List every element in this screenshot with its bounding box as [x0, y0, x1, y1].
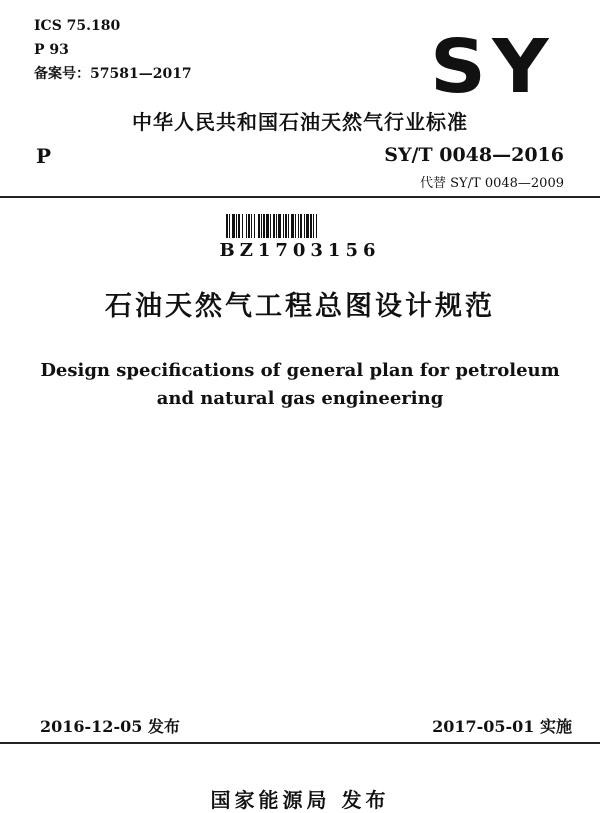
barcode-number: BZ1703156: [219, 240, 381, 261]
standard-number: SY/T 0048—2016: [384, 144, 564, 166]
issue-date: 2016-12-05 发布: [40, 717, 180, 736]
record-number: 备案号：57581—2017: [34, 66, 192, 82]
ics-code: ICS 75.180: [34, 18, 121, 34]
english-title-line2: and natural gas engineering: [156, 388, 444, 409]
chinese-title: 石油天然气工程总图设计规范: [105, 291, 495, 322]
category-letter: P: [36, 144, 52, 168]
english-title-line1: Design specifications of general plan for petroleum: [40, 360, 560, 381]
implementation-date: 2017-05-01 实施: [432, 717, 572, 736]
publisher: 国家能源局 发布: [210, 788, 390, 812]
footer-divider: [0, 742, 600, 744]
replaces-standard: 代替 SY/T 0048—2009: [420, 176, 564, 191]
classification-code: P 93: [34, 42, 69, 58]
industry-standard-title: 中华人民共和国石油天然气行业标准: [132, 110, 468, 134]
header-divider: [0, 196, 600, 198]
barcode-icon: [226, 214, 382, 238]
sy-logo: SY: [430, 24, 555, 110]
